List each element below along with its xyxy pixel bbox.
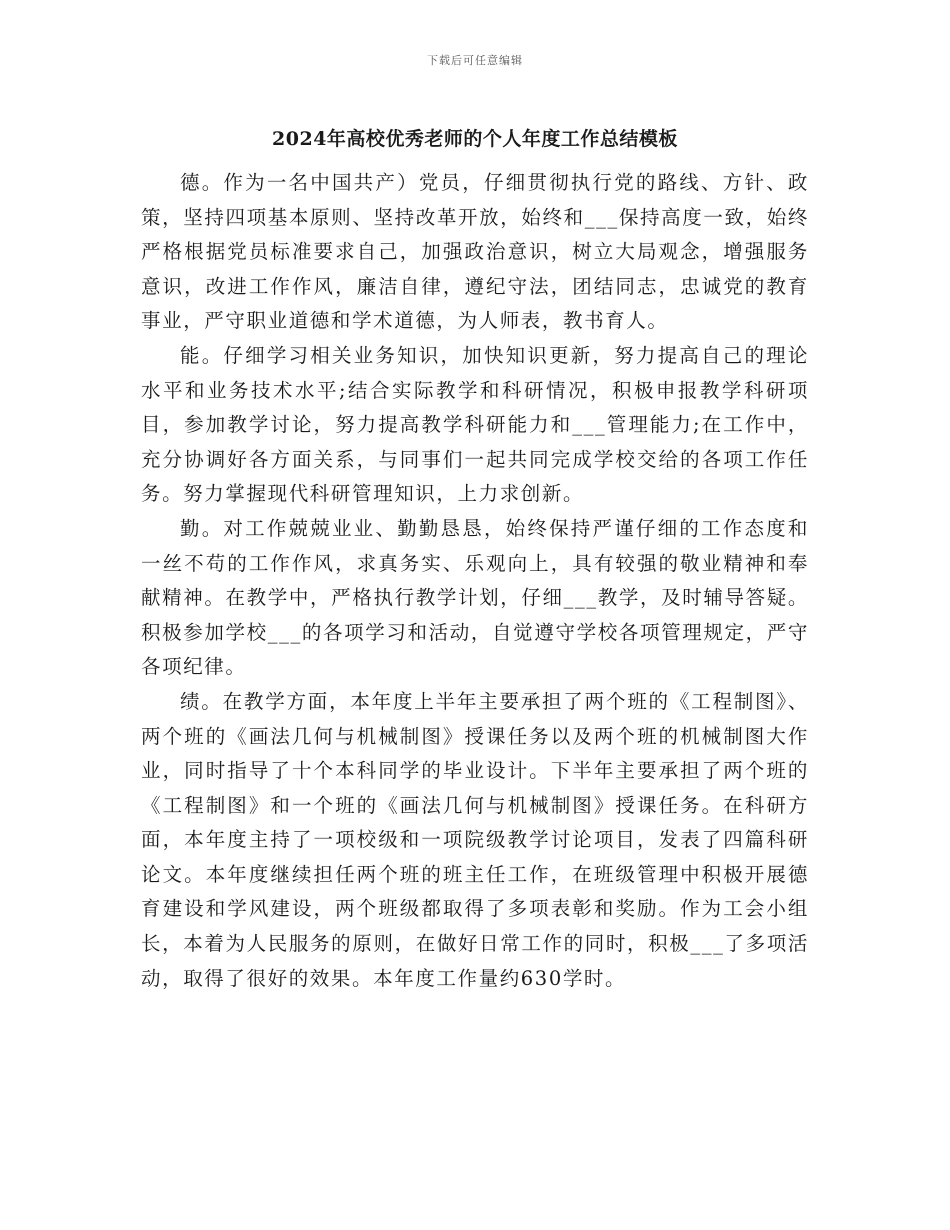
page-header-note: 下载后可任意编辑 — [427, 54, 523, 67]
document-title: 2024年高校优秀老师的个人年度工作总结模板 — [272, 128, 678, 150]
paragraph-ji: 绩。在教学方面，本年度上半年主要承担了两个班的《工程制图》、两个班的《画法几何与机械制图》授课任务以及两个班的机械制图大作业，同时指导了十个本科同学的毕业设计。下半年主要承担了两个班的《工程制图》和一个班的《画法几何与机械制图》授课任务。在科研方面，本年度主持了一项校级和一项院级教学讨论项目，发表了四篇科研论文。本年度继续担任两个班的班主任工作，在班级管理中积极开展德育建设和学风建设，两个班级都取得了多项表彰和奖励。作为工会小组长，本着为人民服务的原则，在做好日常工作的同时，积极___了多项活动，取得了很好的效果。本年度工作量约630学时。 — [141, 689, 809, 990]
paragraph-de: 德。作为一名中国共产）党员，仔细贯彻执行党的路线、方针、政策，坚持四项基本原则、坚持改革开放，始终和___保持高度一致，始终严格根据党员标准要求自己，加强政治意识，树立大局观念，增强服务意识，改进工作作风，廉洁自律，遵纪守法，团结同志，忠诚党的教育事业，严守职业道德和学术道德，为人师表，教书育人。 — [141, 171, 809, 333]
paragraph-qin: 勤。对工作兢兢业业、勤勤恳恳，始终保持严谨仔细的工作态度和一丝不苟的工作作风，求真务实、乐观向上，具有较强的敬业精神和奉献精神。在教学中，严格执行教学计划，仔细___教学，及时辅导答疑。积极参加学校___的各项学习和活动，自觉遵守学校各项管理规定，严守各项纪律。 — [141, 516, 809, 679]
paragraph-neng: 能。仔细学习相关业务知识，加快知识更新，努力提高自己的理论水平和业务技术水平;结合实际教学和科研情况，积极申报教学科研项目，参加教学讨论，努力提高教学科研能力和___管理能力;在工作中，充分协调好各方面关系，与同事们一起共同完成学校交给的各项工作任务。努力掌握现代科研管理知识，上力求创新。 — [141, 343, 809, 506]
document-body — [141, 166, 809, 996]
